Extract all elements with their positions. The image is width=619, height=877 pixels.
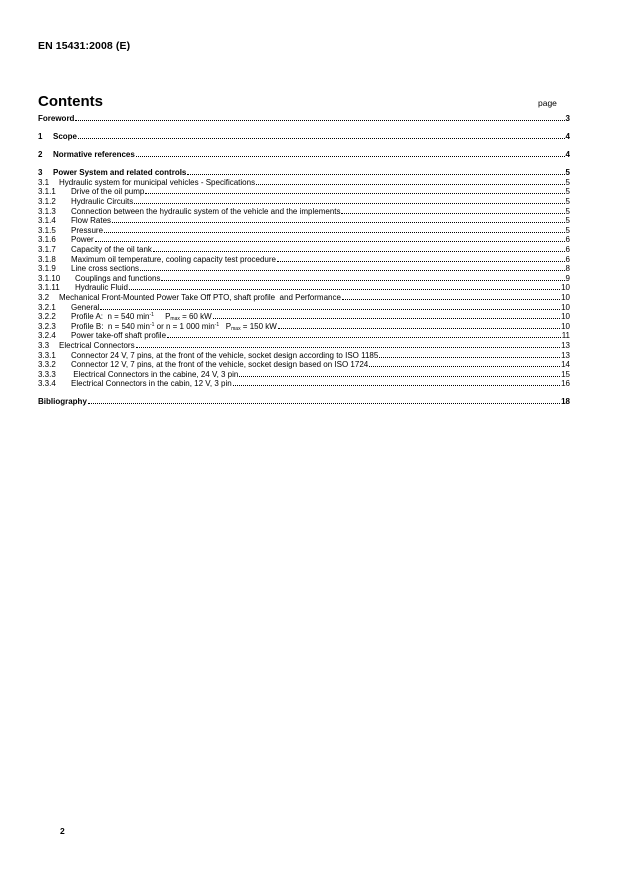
toc-leader-dots <box>75 119 564 121</box>
toc-entry-page: 10 <box>561 293 570 302</box>
toc-entry-title: Foreword <box>38 114 75 123</box>
toc-entry-page: 10 <box>561 321 570 331</box>
toc-leader-dots <box>112 221 565 223</box>
toc-entry[interactable] <box>38 370 570 380</box>
toc-entry-page: 6 <box>565 235 570 245</box>
toc-entry-page: 14 <box>561 360 570 370</box>
toc-entry-page: 5 <box>565 225 570 235</box>
toc-entry-number: 3.1.11 <box>38 283 60 293</box>
toc-entry-number: 3.2.4 <box>38 331 56 341</box>
toc-entry-title: Connector 12 V, 7 pins, at the front of the vehicle, socket design based on ISO 1724 <box>71 360 369 370</box>
toc-entry[interactable] <box>38 303 570 313</box>
toc-entry-page: 4 <box>565 150 570 160</box>
toc-entry-title: Electrical Connectors in the cabine, 24 V, 3 pin <box>71 369 239 379</box>
toc-entry[interactable] <box>38 264 570 274</box>
toc-leader-dots <box>129 288 560 290</box>
toc-entry[interactable] <box>38 293 570 303</box>
toc-entry-number: 3.1.4 <box>38 216 56 226</box>
toc-entry[interactable] <box>38 150 570 160</box>
toc-entry-page: 11 <box>561 331 570 341</box>
toc-entry-page: 10 <box>561 312 570 322</box>
toc-entry-page: 5 <box>565 168 570 178</box>
toc-entry-title: Connector 24 V, 7 pins, at the front of the vehicle, socket design according to ISO 1185 <box>71 350 379 360</box>
toc-entry-title: Bibliography <box>38 397 87 407</box>
toc-entry-number: 3.2.2 <box>38 312 56 322</box>
toc-leader-dots <box>136 155 565 157</box>
toc-entry-title: Power System and related controls <box>53 168 187 178</box>
toc-entry-title: Drive of the oil pump <box>71 187 145 197</box>
toc-entry[interactable] <box>38 360 570 370</box>
toc-entry[interactable] <box>38 178 570 188</box>
toc-entry-page: 10 <box>561 283 570 293</box>
toc-leader-dots <box>145 192 564 194</box>
toc-entry-title: Electrical Connectors <box>59 340 135 350</box>
contents-title: Contents <box>38 93 103 110</box>
toc-entry-number: 3.2.1 <box>38 302 56 312</box>
toc-leader-dots <box>233 384 560 386</box>
page-number: 2 <box>60 826 65 836</box>
table-of-contents <box>38 114 570 407</box>
toc-entry[interactable] <box>38 235 570 245</box>
toc-entry-title: Connection between the hydraulic system of the vehicle and the implements <box>71 206 341 216</box>
toc-leader-dots <box>153 250 565 252</box>
toc-entry[interactable] <box>38 226 570 236</box>
toc-leader-dots <box>369 365 560 367</box>
toc-entry-page: 5 <box>565 216 570 226</box>
toc-leader-dots <box>78 137 565 139</box>
toc-entry[interactable] <box>38 283 570 293</box>
toc-entry-page: 4 <box>565 132 570 142</box>
toc-entry-number: 3.1.9 <box>38 264 56 274</box>
toc-entry[interactable] <box>38 132 570 142</box>
toc-entry-title: Hydraulic Fluid <box>75 283 128 293</box>
toc-entry[interactable] <box>38 312 570 322</box>
toc-entry[interactable] <box>38 216 570 226</box>
toc-entry-title: General <box>71 302 100 312</box>
toc-entry-page: 18 <box>561 397 570 407</box>
toc-entry[interactable] <box>38 397 570 407</box>
toc-entry-number: 3.3.3 <box>38 369 56 379</box>
toc-leader-dots <box>95 240 565 242</box>
toc-entry-title: Power take-off shaft profile <box>71 331 167 341</box>
toc-entry-number: 2 <box>38 150 43 160</box>
toc-leader-dots <box>104 231 565 233</box>
toc-entry-number: 3.1.10 <box>38 273 61 283</box>
toc-entry[interactable] <box>38 351 570 361</box>
toc-entry-page: 13 <box>561 350 570 360</box>
toc-leader-dots <box>278 327 560 329</box>
toc-entry-page: 5 <box>565 177 570 187</box>
toc-entry[interactable] <box>38 207 570 217</box>
toc-leader-dots <box>100 308 560 310</box>
toc-leader-dots <box>342 298 560 300</box>
toc-entry-number: 3.2.3 <box>38 321 56 331</box>
document-header: EN 15431:2008 (E) <box>38 40 131 52</box>
toc-entry-number: 3.3.1 <box>38 350 56 360</box>
toc-entry-number: 3.2 <box>38 293 50 302</box>
toc-entry-title: Maximum oil temperature, cooling capacity test procedure <box>71 254 276 264</box>
toc-entry-title: Normative references <box>53 150 135 160</box>
toc-entry[interactable] <box>38 341 570 351</box>
toc-entry[interactable] <box>38 245 570 255</box>
toc-entry-title: Pressure <box>71 225 104 235</box>
toc-entry[interactable] <box>38 197 570 207</box>
toc-leader-dots <box>136 346 561 348</box>
toc-entry-page: 8 <box>565 264 570 274</box>
page-column-label: page <box>538 98 557 108</box>
toc-entry-page: 3 <box>565 114 570 123</box>
toc-entry[interactable] <box>38 114 570 124</box>
toc-leader-dots <box>213 317 560 319</box>
toc-entry[interactable] <box>38 322 570 332</box>
toc-entry-title: Electrical Connectors in the cabin, 12 V, 3 pin <box>71 379 232 389</box>
toc-entry-title: Mechanical Front-Mounted Power Take Off PTO, shaft profile and Performance <box>59 293 341 302</box>
toc-entry-number: 3.1.8 <box>38 254 56 264</box>
toc-entry-page: 15 <box>561 369 570 379</box>
toc-entry-number: 3.1.6 <box>38 235 56 245</box>
toc-entry-title: Hydraulic system for municipal vehicles - Specifications <box>59 177 256 187</box>
toc-entry-title: Power <box>71 235 94 245</box>
toc-entry[interactable] <box>38 379 570 389</box>
toc-entry-number: 3.1.7 <box>38 245 56 255</box>
toc-entry-number: 1 <box>38 132 43 142</box>
toc-entry[interactable] <box>38 168 570 178</box>
toc-entry-page: 10 <box>561 302 570 312</box>
toc-leader-dots <box>161 279 564 281</box>
toc-entry[interactable] <box>38 187 570 197</box>
toc-entry-page: 16 <box>561 379 570 389</box>
toc-entry-title: Capacity of the oil tank <box>71 245 152 255</box>
toc-leader-dots <box>134 202 564 204</box>
toc-entry[interactable] <box>38 274 570 284</box>
toc-entry-title: Hydraulic Circuits <box>71 197 134 207</box>
toc-entry-page: 5 <box>565 187 570 197</box>
toc-entry-title: Profile B: n = 540 $\min^{-1}$ or n = 1 000 $\min^{-1} P_{max} = 150$ kW <box>71 321 277 332</box>
toc-entry-title: Scope <box>53 132 78 142</box>
toc-leader-dots <box>187 173 564 175</box>
toc-entry-number: 3 <box>38 168 43 178</box>
toc-entry-page: 5 <box>565 206 570 216</box>
toc-leader-dots <box>239 375 560 377</box>
toc-leader-dots <box>88 402 560 404</box>
toc-leader-dots <box>341 212 564 214</box>
toc-entry-page: 9 <box>565 273 570 283</box>
toc-entry[interactable] <box>38 331 570 341</box>
toc-entry-page: 6 <box>565 245 570 255</box>
toc-entry-title: Profile A: n = 540 $\min^{-1}$ $P_{max} = 60$ kW <box>71 312 212 323</box>
toc-entry-number: 3.1.5 <box>38 225 56 235</box>
toc-leader-dots <box>140 269 565 271</box>
toc-entry-page: 5 <box>565 197 570 207</box>
toc-leader-dots <box>277 260 565 262</box>
toc-entry-title: Line cross sections <box>71 264 140 274</box>
toc-entry-number: 3.1.1 <box>38 187 56 197</box>
toc-entry-number: 3.3 <box>38 340 50 350</box>
toc-entry-title: Flow Rates <box>71 216 112 226</box>
toc-entry-number: 3.3.2 <box>38 360 56 370</box>
toc-entry-number: 3.1.2 <box>38 197 56 207</box>
toc-entry-page: 6 <box>565 254 570 264</box>
toc-entry-number: 3.1.3 <box>38 206 56 216</box>
toc-entry-title: Couplings and functions <box>75 273 161 283</box>
toc-entry[interactable] <box>38 255 570 265</box>
toc-leader-dots <box>256 183 564 185</box>
toc-leader-dots <box>379 356 560 358</box>
toc-entry-number: 3.3.4 <box>38 379 56 389</box>
toc-entry-page: 13 <box>561 340 570 350</box>
toc-entry-number: 3.1 <box>38 177 50 187</box>
toc-leader-dots <box>167 336 561 338</box>
